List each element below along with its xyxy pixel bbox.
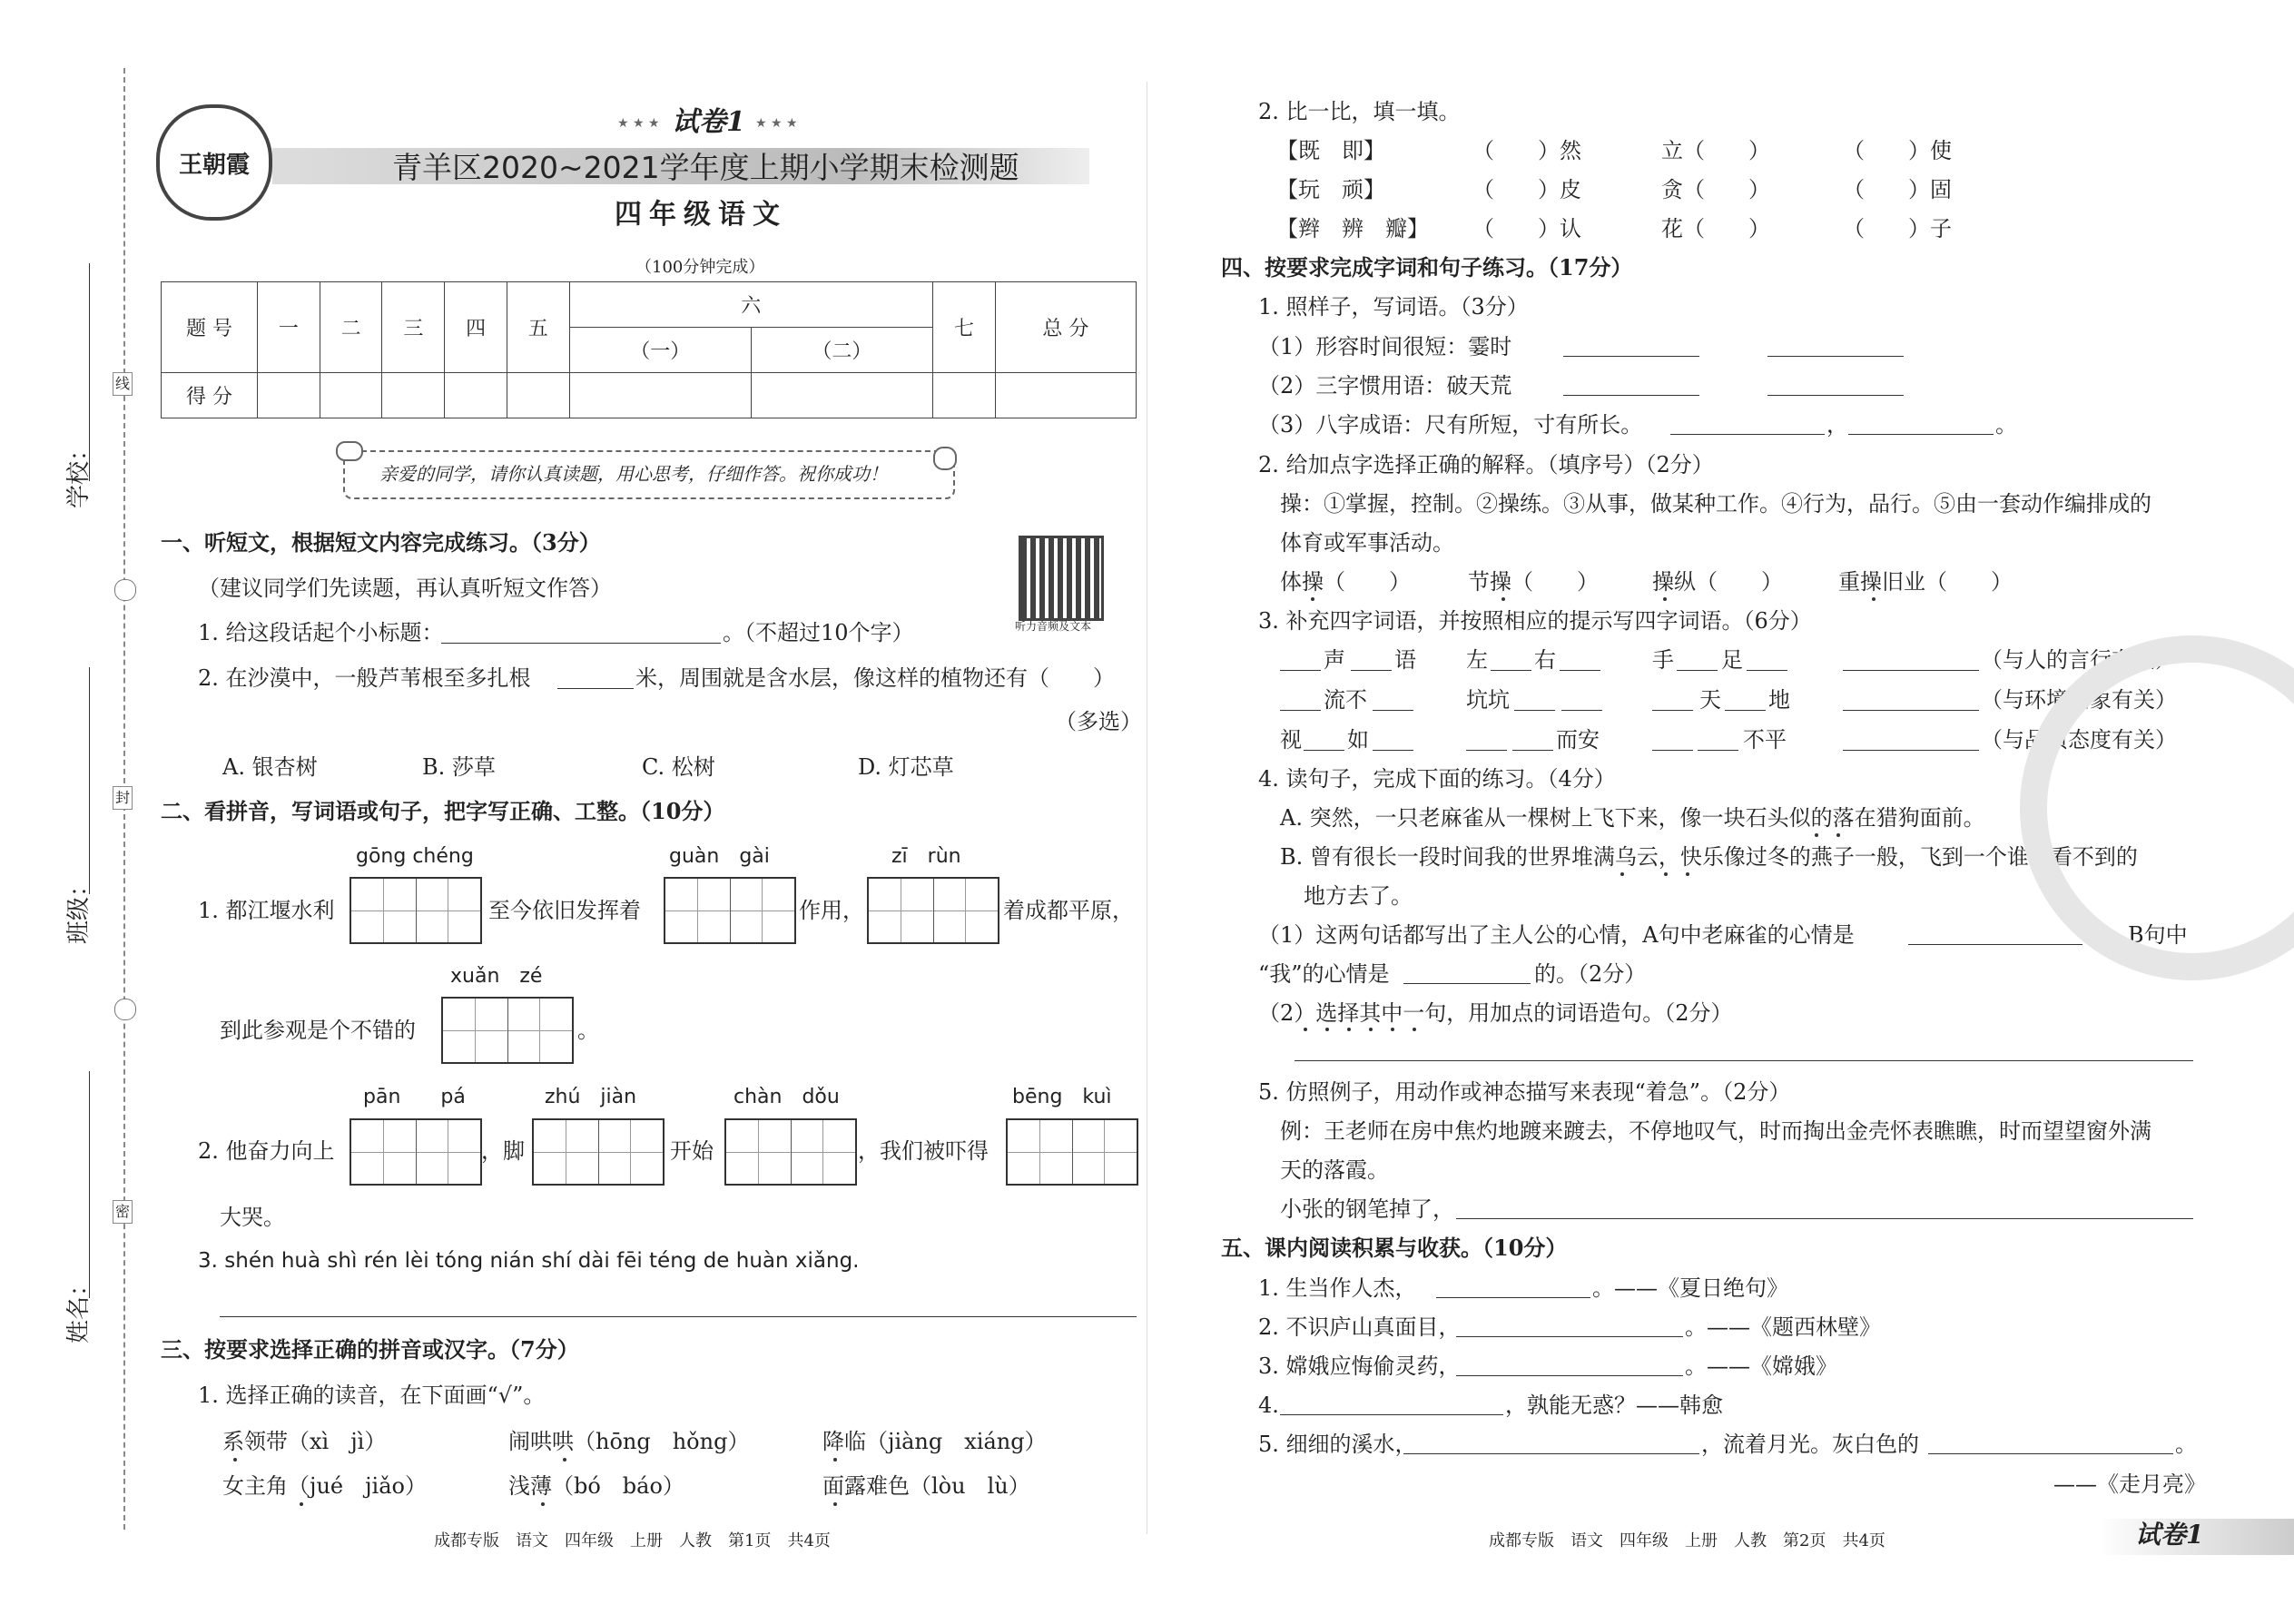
score-cell[interactable] — [445, 373, 507, 418]
writing-grid[interactable] — [441, 997, 574, 1064]
compare-blank[interactable]: （ ）使 — [1843, 138, 1952, 163]
s1-q2-answer-line[interactable] — [557, 688, 634, 689]
score-col: 三 — [382, 282, 445, 373]
idiom-blank[interactable] — [1373, 710, 1413, 711]
answer-line[interactable] — [1767, 395, 1904, 396]
section-3-heading: 三、按要求选择正确的拼音或汉字。（7分） — [161, 1336, 579, 1363]
answer-line[interactable] — [1848, 434, 1994, 435]
s3-q1-prompt: 1. 选择正确的读音，在下面画“√”。 — [198, 1383, 546, 1408]
score-col: 七 — [932, 282, 995, 373]
idiom-answer-line[interactable] — [1843, 710, 1979, 711]
s4-q1c-end: 。 — [1995, 412, 2017, 438]
emphasis-dot — [1369, 1028, 1373, 1031]
s4-q1c: （3）八字成语：尺有所短，寸有所长。 — [1258, 412, 1643, 438]
name-field[interactable] — [89, 1071, 90, 1298]
pinyin-label: zī rùn — [891, 845, 961, 868]
emphasis-dot — [1304, 1028, 1307, 1031]
idiom-char: 流不 — [1324, 687, 1367, 713]
score-cell[interactable] — [569, 373, 751, 418]
emphasis-dot — [1325, 1028, 1329, 1031]
idiom-answer-line[interactable] — [1843, 670, 1979, 671]
s1-option[interactable]: D. 灯芯草 — [858, 754, 954, 780]
idiom-blank[interactable] — [1280, 710, 1321, 711]
poem-line: 4. — [1258, 1393, 1279, 1418]
s1-option[interactable]: C. 松树 — [642, 754, 715, 780]
score-cell[interactable] — [751, 373, 932, 418]
s2-q1-text: 着成都平原， — [1003, 898, 1134, 923]
idiom-blank[interactable] — [1677, 670, 1718, 671]
idiom-char: 不平 — [1743, 727, 1787, 753]
s4-q2-item[interactable]: 体操（ ） — [1280, 569, 1411, 595]
compare-blank[interactable]: 花（ ） — [1661, 216, 1770, 241]
section-5-heading: 五、课内阅读积累与收获。（10分） — [1221, 1235, 1568, 1261]
answer-line[interactable] — [1456, 1375, 1683, 1376]
s2-q1-text: 。 — [577, 1018, 599, 1043]
writing-grid[interactable] — [1006, 1118, 1138, 1186]
idiom-char: 左 — [1466, 647, 1488, 673]
seal-mark-xian: 线 — [113, 372, 133, 396]
s4-q1: 1. 照样子，写词语。（3分） — [1258, 294, 1529, 320]
right-footer: 成都专版 语文 四年级 上册 人教 第2页 共4页 — [1489, 1531, 1885, 1550]
brand-logo-text: 王朝霞 — [178, 151, 250, 179]
s2-q1-text: 1. 都江堰水利 — [198, 898, 335, 923]
answer-line[interactable] — [1280, 1414, 1503, 1415]
s2-q2-text: 大哭。 — [220, 1205, 285, 1230]
poem-source: ，孰能无惑？——韩愈 — [1505, 1393, 1723, 1418]
s4-q2-def2: 体育或军事活动。 — [1280, 530, 1454, 556]
emphasis-dot — [233, 1458, 237, 1462]
answer-line[interactable] — [1767, 356, 1904, 357]
answer-line[interactable] — [1908, 944, 2082, 945]
s4-q3: 3. 补充四字词语，并按照相应的提示写四字词语。（6分） — [1258, 608, 1812, 634]
pinyin-label: gōng chéng — [356, 845, 474, 868]
idiom-blank[interactable] — [1514, 710, 1555, 711]
score-cell[interactable] — [320, 373, 382, 418]
pinyin-label: zhú jiàn — [545, 1086, 637, 1108]
pronunciation-choice[interactable]: 女主角（jué jiǎo） — [222, 1473, 427, 1499]
answer-line[interactable] — [1403, 983, 1531, 984]
pinyin-label: bēng kuì — [1012, 1086, 1112, 1108]
s4-q2-def1: 操：①掌握，控制。②操练。③从事，做某种工作。④行为，品行。⑤由一套动作编排成的 — [1280, 491, 2151, 517]
idiom-blank[interactable] — [1560, 670, 1600, 671]
compare-blank[interactable]: （ ）子 — [1843, 216, 1952, 241]
idiom-char: 而安 — [1556, 727, 1600, 753]
duration-note: （100分钟完成） — [635, 258, 765, 277]
score-col-total: 总 分 — [995, 282, 1136, 373]
emphasis-dot — [541, 1502, 545, 1506]
answer-line[interactable] — [1928, 1453, 2173, 1454]
idiom-char: 语 — [1394, 647, 1416, 673]
s2-q2-text: 开始 — [670, 1138, 714, 1164]
emphasis-dot — [1664, 872, 1668, 876]
writing-grid[interactable] — [532, 1118, 665, 1186]
emphasis-dot — [1663, 597, 1667, 601]
s4-q4-part1: 的，B句中 — [2084, 922, 2188, 948]
s1-q1-prompt: 1. 给这段话起个小标题： — [198, 620, 444, 645]
s4-q4-part2: （2）选择其中一句，用加点的词语造句。（2分） — [1258, 1000, 1733, 1026]
pinyin-label: xuǎn zé — [450, 965, 543, 988]
idiom-char: 右 — [1534, 647, 1556, 673]
answer-line[interactable] — [1563, 395, 1699, 396]
emphasis-dot — [1686, 872, 1689, 876]
scissors-icon — [114, 999, 136, 1020]
emphasis-dot — [1311, 597, 1314, 601]
brand-logo — [156, 104, 272, 221]
s1-q2-multi: （多选） — [1055, 709, 1142, 734]
subject-title: 四年级语文 — [615, 199, 787, 231]
poem-line: 1. 生当作人杰， — [1258, 1275, 1417, 1301]
pronunciation-choice[interactable]: 闹哄哄（hōng hǒng） — [508, 1429, 750, 1454]
emphasis-dot — [1872, 597, 1876, 601]
class-field[interactable] — [89, 667, 90, 894]
score-subcol: （一） — [569, 328, 751, 373]
emphasis-dot — [1501, 597, 1505, 601]
poem-line: 2. 不识庐山真面目， — [1258, 1314, 1461, 1340]
compare-row-label: 【玩 顽】 — [1276, 177, 1385, 202]
school-label: 学校： — [65, 437, 93, 508]
s4-q5-example: 例：王老师在房中焦灼地踱来踱去，不停地叹气，时而掏出金壳怀表瞧瞧，时而望望窗外满 — [1280, 1118, 2151, 1144]
seal-mark-mi: 密 — [113, 1200, 133, 1224]
class-label: 班级： — [65, 872, 93, 944]
s4-q2-item[interactable]: 节操（ ） — [1468, 569, 1599, 595]
s4-q5-answer-prompt: 小张的钢笔掉了， — [1280, 1196, 1454, 1222]
compare-blank[interactable]: （ ）固 — [1843, 177, 1952, 202]
score-subcol: （二） — [751, 328, 932, 373]
greeting-text: 亲爱的同学，请你认真读题，用心思考，仔细作答。祝你成功！ — [379, 463, 888, 485]
seal-mark-feng: 封 — [113, 786, 133, 810]
compare-row-label: 【辫 辨 瓣】 — [1276, 216, 1429, 241]
idiom-blank[interactable] — [1466, 750, 1507, 751]
idiom-hint: （与环境景象有关） — [1981, 687, 2177, 713]
pinyin-label: chàn dǒu — [733, 1086, 840, 1108]
cloud-icon — [336, 441, 363, 461]
writing-grid[interactable] — [664, 877, 796, 944]
s2-q3-answer-line[interactable] — [220, 1316, 1137, 1317]
poem-source: 。——《嫦娥》 — [1685, 1353, 1837, 1379]
s2-q1-text: 到此参观是个不错的 — [220, 1018, 416, 1043]
s4-q5-example: 天的落霞。 — [1280, 1157, 1389, 1183]
compare-row-label: 【既 即】 — [1276, 138, 1385, 163]
exam-title: 青羊区2020~2021学年度上期小学期末检测题 — [392, 150, 1019, 185]
emphasis-dot — [300, 1502, 303, 1506]
answer-line[interactable] — [1295, 1060, 2193, 1061]
answer-line[interactable] — [1456, 1218, 2193, 1219]
score-cell[interactable] — [995, 373, 1136, 418]
compare-blank[interactable]: （ ）认 — [1472, 216, 1581, 241]
s4-q4-part1: 的。（2分） — [1534, 961, 1647, 987]
star-icon: ★ ★ ★ — [755, 116, 798, 131]
score-cell[interactable] — [507, 373, 569, 418]
idiom-blank[interactable] — [1373, 750, 1413, 751]
emphasis-dot — [1620, 872, 1624, 876]
s4-q4-sentence-a: A. 突然，一只老麻雀从一棵树上飞下来，像一块石头似的落在猎狗面前。 — [1280, 805, 1985, 831]
answer-line[interactable] — [1403, 1453, 1699, 1454]
idiom-char: 足 — [1721, 647, 1743, 673]
score-cell[interactable] — [258, 373, 320, 418]
idiom-answer-line[interactable] — [1843, 750, 1979, 751]
emphasis-dot — [1815, 833, 1818, 837]
star-icon: ★ ★ ★ — [617, 116, 660, 131]
idiom-char: 坑坑 — [1466, 687, 1510, 713]
poem-line: 。 — [2175, 1432, 2197, 1457]
series-label: 试卷1 — [672, 106, 745, 138]
score-col: 五 — [507, 282, 569, 373]
s2-q3-pinyin: 3. shén huà shì rén lèi tóng nián shí dài fēi téng de huàn xiǎng. — [198, 1249, 860, 1273]
s4-q4-sentence-b1: B. 曾有很长一段时间我的世界堆满乌云，快乐像过冬的燕子一般，飞到一个谁也看不到的 — [1280, 844, 2138, 870]
s2-q2-text: ，我们被吓得 — [858, 1138, 989, 1164]
school-field[interactable] — [89, 263, 90, 481]
writing-grid[interactable] — [350, 877, 482, 944]
idiom-blank[interactable] — [1512, 750, 1553, 751]
idiom-hint: （与品质态度有关） — [1981, 727, 2177, 753]
idiom-blank[interactable] — [1304, 750, 1344, 751]
idiom-blank[interactable] — [1652, 750, 1693, 751]
score-col: 二 — [320, 282, 382, 373]
poem-line: 3. 嫦娥应悔偷灵药， — [1258, 1353, 1461, 1379]
s4-q2-item[interactable]: 操纵（ ） — [1652, 569, 1783, 595]
s4-q1c-comma: ， — [1826, 412, 1848, 438]
sun-icon — [933, 447, 957, 470]
corner-tag: 试卷1 — [2135, 1520, 2204, 1550]
scissors-icon — [114, 579, 136, 601]
answer-line[interactable] — [1563, 356, 1699, 357]
poem-line: 5. 细细的溪水， — [1258, 1432, 1417, 1457]
score-col: 六 — [569, 282, 932, 328]
s4-q1b: （2）三字惯用语：破天荒 — [1258, 373, 1512, 399]
poem-line: ，流着月光。灰白色的 — [1701, 1432, 1919, 1457]
name-label: 姓名： — [65, 1272, 93, 1343]
section-2-heading: 二、看拼音，写词语或句子，把字写正确、工整。（10分） — [161, 798, 725, 824]
pronunciation-choice[interactable]: 降临（jiàng xiáng） — [822, 1429, 1047, 1454]
emphasis-dot — [563, 1458, 566, 1462]
writing-grid[interactable] — [350, 1118, 482, 1186]
s4-q5: 5. 仿照例子，用动作或神态描写来表现“着急”。（2分） — [1258, 1079, 1791, 1105]
left-footer: 成都专版 语文 四年级 上册 人教 第1页 共4页 — [434, 1531, 831, 1550]
pronunciation-choice[interactable]: 浅薄（bó báo） — [508, 1473, 684, 1499]
emphasis-dot — [833, 1458, 837, 1462]
score-header-label: 题 号 — [162, 282, 258, 373]
compare-blank[interactable]: 立（ ） — [1661, 138, 1770, 163]
idiom-blank[interactable] — [1351, 670, 1392, 671]
idiom-blank[interactable] — [1725, 710, 1766, 711]
score-col: 四 — [445, 282, 507, 373]
s4-q4-sentence-b2: 地方去了。 — [1304, 883, 1413, 909]
pronunciation-choice[interactable]: 面露难色（lòu lù） — [822, 1473, 1030, 1499]
idiom-char: 视 — [1280, 727, 1302, 753]
answer-line[interactable] — [1456, 1336, 1683, 1337]
poem-source: 。——《题西林壁》 — [1685, 1314, 1881, 1340]
s4-q1a: （1）形容时间很短：霎时 — [1258, 334, 1512, 359]
pinyin-label: guàn gài — [669, 845, 770, 868]
emphasis-dot — [1413, 1028, 1416, 1031]
score-row-label: 得 分 — [162, 373, 258, 418]
emphasis-dot — [1347, 1028, 1351, 1031]
s4-q2: 2. 给加点字选择正确的解释。（填序号）（2分） — [1258, 452, 1714, 477]
s2-q2-text: ，脚 — [481, 1138, 525, 1164]
s4-q4: 4. 读句子，完成下面的练习。（4分） — [1258, 766, 1616, 792]
idiom-blank[interactable] — [1747, 670, 1787, 671]
idiom-char: 手 — [1652, 647, 1674, 673]
pronunciation-choice[interactable]: 系领带（xì jì） — [222, 1429, 387, 1454]
answer-line[interactable] — [1436, 1297, 1590, 1298]
poem-source: 。——《夏日绝句》 — [1592, 1275, 1788, 1301]
s1-q1-answer-line[interactable] — [441, 643, 721, 644]
idiom-blank[interactable] — [1491, 670, 1531, 671]
compare-blank[interactable]: （ ）然 — [1472, 138, 1581, 163]
idiom-char: 如 — [1347, 727, 1369, 753]
section-4-heading: 四、按要求完成字词和句子练习。（17分） — [1221, 254, 1633, 281]
s1-hint: （建议同学们先读题，再认真听短文作答） — [198, 576, 612, 601]
s1-q1-suffix: 。（不超过10个字） — [723, 620, 914, 645]
answer-line[interactable] — [1670, 434, 1825, 435]
emphasis-dot — [1836, 833, 1840, 837]
s1-q2-suffix: 米，周围就是含水层，像这样的植物还有（ ） — [635, 665, 1115, 691]
s3-q2-title: 2. 比一比，填一填。 — [1258, 99, 1461, 124]
poem-source: ——《走月亮》 — [2053, 1471, 2206, 1497]
s1-option[interactable]: B. 莎草 — [422, 754, 496, 780]
s2-q1-text: 至今依旧发挥着 — [488, 898, 641, 923]
idiom-blank[interactable] — [1561, 710, 1602, 711]
idiom-blank[interactable] — [1698, 750, 1738, 751]
emphasis-dot — [833, 1502, 837, 1506]
s1-option[interactable]: A. 银杏树 — [222, 754, 318, 780]
idiom-char: 天 — [1699, 687, 1721, 713]
score-cell[interactable] — [932, 373, 995, 418]
emphasis-dot — [1391, 1028, 1394, 1031]
idiom-blank[interactable] — [1652, 710, 1693, 711]
idiom-char: 地 — [1768, 687, 1790, 713]
writing-grid[interactable] — [724, 1118, 857, 1186]
writing-grid[interactable] — [867, 877, 999, 944]
idiom-hint: （与人的言行有关） — [1981, 647, 2177, 673]
s2-q1-text: 作用， — [799, 898, 864, 923]
score-cell[interactable] — [382, 373, 445, 418]
s4-q4-part1: “我”的心情是 — [1258, 961, 1390, 987]
s2-q2-text: 2. 他奋力向上 — [198, 1138, 335, 1164]
compare-blank[interactable]: （ ）皮 — [1472, 177, 1581, 202]
score-table — [161, 281, 1137, 418]
qr-code-icon[interactable] — [1019, 536, 1104, 621]
pinyin-label: pān pá — [363, 1086, 466, 1108]
s4-q4-part1: （1）这两句话都写出了主人公的心情，A句中老麻雀的心情是 — [1258, 922, 1855, 948]
compare-blank[interactable]: 贪（ ） — [1661, 177, 1770, 202]
s1-q2-prompt: 2. 在沙漠中，一般芦苇根至多扎根 — [198, 665, 531, 691]
s4-q2-item[interactable]: 重操旧业（ ） — [1838, 569, 2013, 595]
idiom-blank[interactable] — [1280, 670, 1321, 671]
idiom-char: 声 — [1324, 647, 1345, 673]
qr-caption: 听力音频及文本 — [1015, 620, 1092, 633]
section-1-heading: 一、听短文，根据短文内容完成练习。（3分） — [161, 529, 601, 556]
score-col: 一 — [258, 282, 320, 373]
